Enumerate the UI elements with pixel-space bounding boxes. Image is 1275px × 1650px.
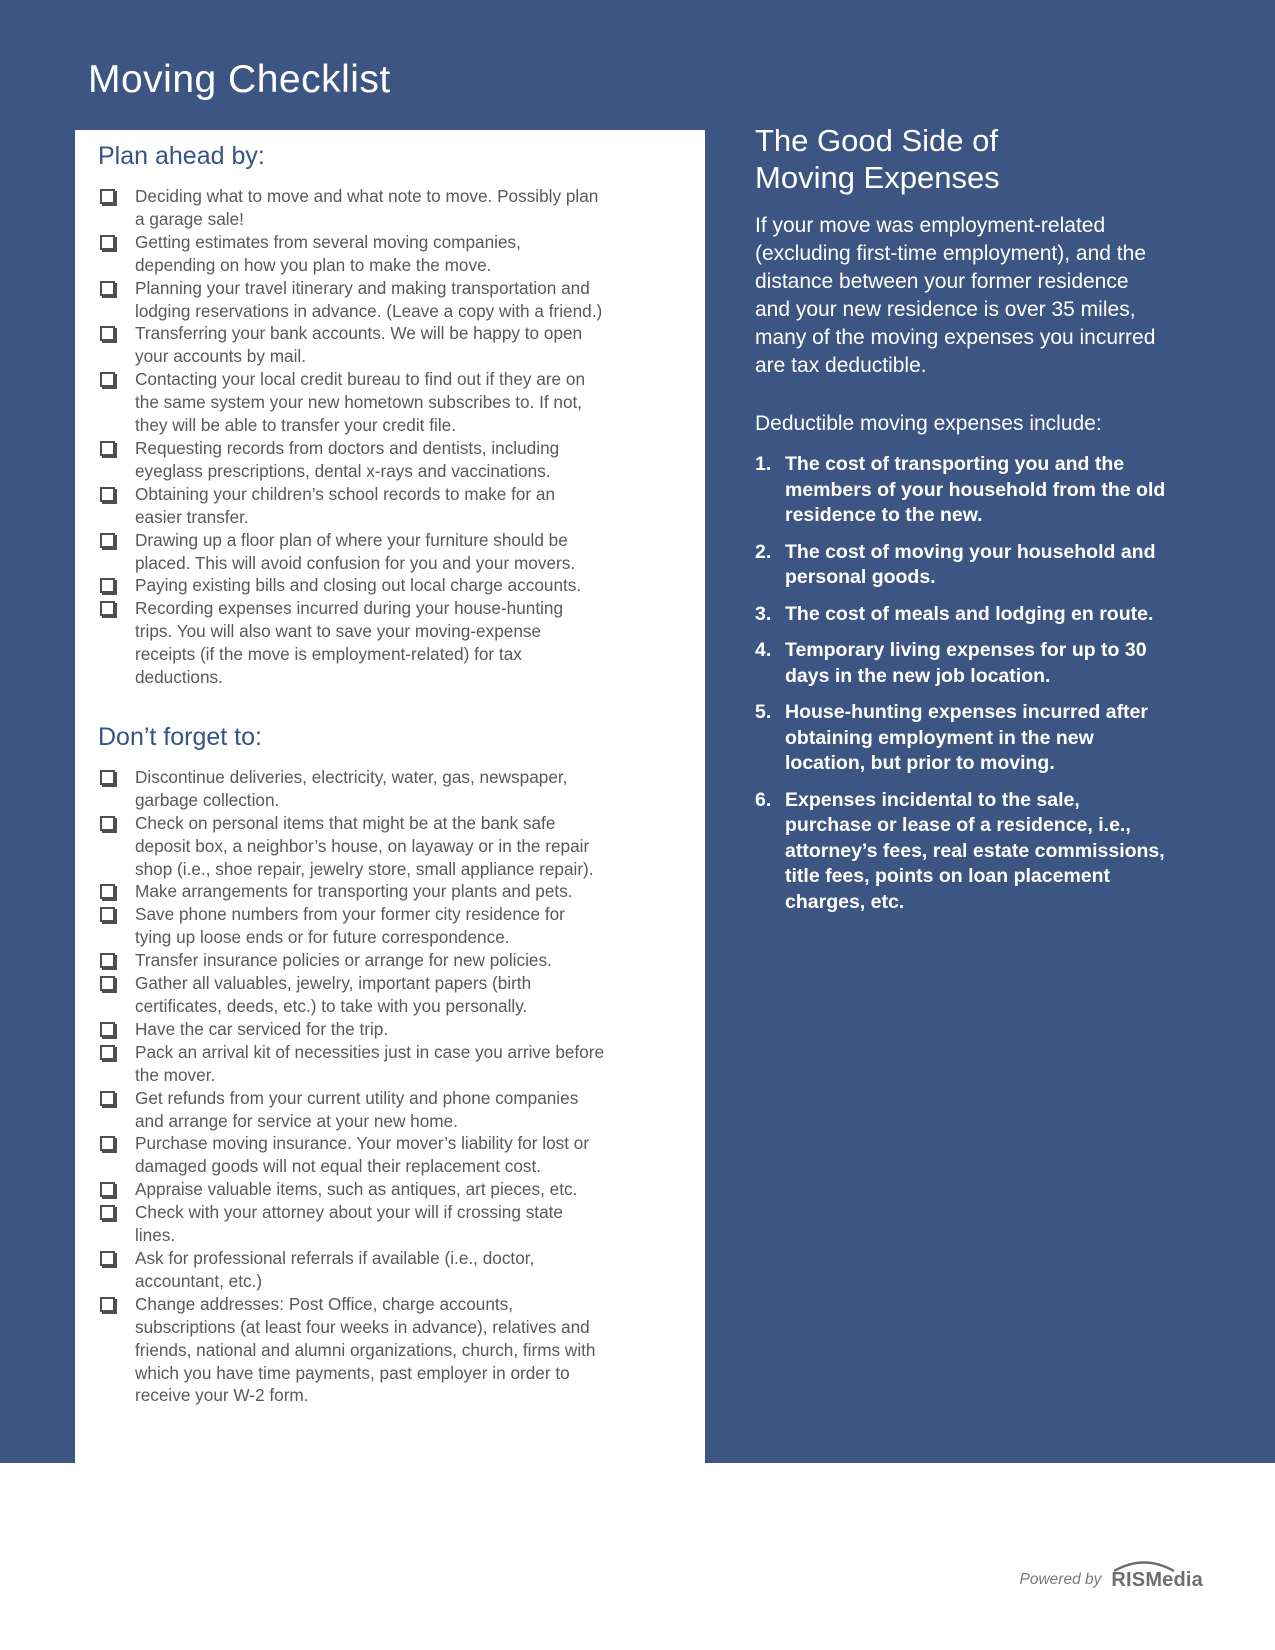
checklist-item-text: Recording expenses incurred during your house-hunting trips. You will also want to save your moving-expense receipts (if the move is employment-related) for tax deductions.: [135, 598, 564, 688]
checkbox-icon: [100, 1182, 115, 1197]
deductible-item: [755, 700, 1167, 777]
checklist-item-text: Getting estimates from several moving companies, depending on how you plan to make the move.: [135, 231, 521, 275]
checkbox-icon: [100, 1136, 115, 1151]
sidebar-intro: If your move was employment-related (excluding first-time employment), and the distance between your former residence and your new residence is over 35 miles, many of the moving expenses you incurred are tax deductible.: [755, 214, 1156, 377]
item-number: 2.: [755, 540, 772, 563]
checklist-item-text: Make arrangements for transporting your plants and pets.: [135, 881, 573, 902]
checklist-item: [98, 880, 685, 903]
checklist-item: [98, 1087, 685, 1133]
checklist-item-text: Purchase moving insurance. Your mover’s liability for lost or damaged goods will not equal their replacement cost.: [135, 1133, 590, 1177]
checkbox-icon: [100, 578, 115, 593]
checklist-item-text: Check on personal items that might be at the bank safe deposit box, a neighbor’s house, on layaway or in the repair shop (i.e., shoe repair, jewelry store, small appliance repair).: [135, 812, 594, 879]
checklist-item: [98, 1178, 685, 1201]
checklist-item: [98, 231, 685, 277]
checklist-item: [98, 1018, 685, 1041]
checklist-item-text: Obtaining your children’s school records to make for an easier transfer.: [135, 483, 556, 527]
deductible-item: [755, 452, 1167, 529]
deductible-list: [755, 452, 1175, 915]
checkbox-icon: [100, 281, 115, 296]
checklist-item: [98, 437, 685, 483]
checklist-item-text: Deciding what to move and what note to move. Possibly plan a garage sale!: [135, 186, 599, 229]
checkbox-icon: [100, 1022, 115, 1037]
checklist-item: [98, 812, 685, 881]
checklist-item: [98, 529, 685, 575]
rismedia-wordmark: RISMedia: [1111, 1569, 1203, 1591]
checkbox-icon: [100, 533, 115, 548]
checkbox-icon: [100, 372, 115, 387]
checklist-item-text: Transferring your bank accounts. We will be happy to open your accounts by mail.: [135, 323, 583, 367]
checklist-item: [98, 368, 685, 437]
item-number: 3.: [755, 602, 772, 625]
checklist-item-text: Contacting your local credit bureau to find out if they are on the same system your new hometown subscribes to. If not, they will be able to transfer your credit file.: [135, 369, 586, 436]
page-title: Moving Checklist: [88, 58, 391, 101]
checklist-item-text: Appraise valuable items, such as antiques, art pieces, etc.: [135, 1179, 578, 1200]
checklist-item: [98, 972, 685, 1018]
checkbox-icon: [100, 1091, 115, 1106]
checkbox-icon: [100, 326, 115, 341]
checkbox-icon: [100, 1045, 115, 1060]
checklist-item: [98, 597, 685, 689]
checklist-item-text: Get refunds from your current utility and phone companies and arrange for service at your new home.: [135, 1087, 579, 1131]
sidebar-panel: [755, 122, 1175, 939]
checkbox-icon: [100, 441, 115, 456]
item-number: 5.: [755, 701, 772, 723]
checkbox-icon: [100, 884, 115, 899]
footer: [1020, 1552, 1203, 1592]
plan-ahead-list: [98, 185, 685, 689]
checklist-item: [98, 766, 685, 812]
checkbox-icon: [100, 816, 115, 831]
checkbox-icon: [100, 976, 115, 991]
checklist-item: [98, 483, 685, 529]
checklist-item: [98, 1201, 685, 1247]
checklist-item-text: Drawing up a floor plan of where your furniture should be placed. This will avoid confusion for you and your movers.: [135, 529, 576, 573]
checklist-item-text: Check with your attorney about your will if crossing state lines.: [135, 1202, 563, 1246]
checklist-item-text: Change addresses: Post Office, charge accounts, subscriptions (at least four weeks in advance), relatives and friends, national and alumni organizations, church, firms with which you have time payments, past employer in order to receive your W-2 form.: [135, 1293, 596, 1406]
deductible-item-text: The cost of transporting you and the members of your household from the old residence to the new.: [785, 453, 1166, 526]
checkbox-icon: [100, 907, 115, 922]
checkbox-icon: [100, 601, 115, 616]
checklist-item-text: Ask for professional referrals if available (i.e., doctor, accountant, etc.): [135, 1247, 535, 1291]
checklist-item: [98, 903, 685, 949]
checkbox-icon: [100, 1205, 115, 1220]
checklist-panel: [75, 130, 705, 1608]
checkbox-icon: [100, 189, 115, 204]
item-number: 4.: [755, 639, 772, 661]
item-number: 1.: [755, 453, 772, 475]
checklist-item-text: Gather all valuables, jewelry, important papers (birth certificates, deeds, etc.) to take with you personally.: [135, 973, 532, 1016]
checkbox-icon: [100, 1297, 115, 1312]
deductible-heading: Deductible moving expenses include:: [755, 412, 1102, 435]
deductible-item: [755, 788, 1167, 916]
checklist-item: [98, 1247, 685, 1293]
checklist-item-text: Planning your travel itinerary and making transportation and lodging reservations in advance. (Leave a copy with a friend.): [135, 277, 603, 321]
checklist-item: [98, 1293, 685, 1408]
section-heading-dont-forget: Don’t forget to:: [98, 722, 262, 751]
checklist-item-text: Transfer insurance policies or arrange for new policies.: [135, 950, 552, 971]
checklist-item-text: Have the car serviced for the trip.: [135, 1018, 389, 1039]
checklist-item: [98, 1041, 685, 1087]
checklist-item-text: Discontinue deliveries, electricity, water, gas, newspaper, garbage collection.: [135, 766, 568, 810]
powered-by-label: Powered by: [1019, 1571, 1102, 1588]
deductible-item-text: Expenses incidental to the sale, purchase or lease of a residence, i.e., attorney’s fees, real estate commissions, title fees, points on loan placement charges, etc.: [785, 788, 1165, 913]
deductible-item-text: House-hunting expenses incurred after obtaining employment in the new location, but prior to moving.: [785, 701, 1148, 774]
checklist-item-text: Save phone numbers from your former city residence for tying up loose ends or for future correspondence.: [135, 904, 565, 948]
checkbox-icon: [100, 235, 115, 250]
checkbox-icon: [100, 770, 115, 785]
checklist-item: [98, 322, 685, 368]
checklist-item-text: Requesting records from doctors and dentists, including eyeglass prescriptions, dental x-rays and vaccinations.: [135, 437, 560, 481]
checklist-item-text: Pack an arrival kit of necessities just in case you arrive before the mover.: [135, 1041, 605, 1085]
logo-arc-icon: [1112, 1560, 1176, 1572]
deductible-item: [755, 602, 1167, 628]
section-heading-plan-ahead: Plan ahead by:: [98, 142, 265, 170]
item-number: 6.: [755, 788, 772, 811]
sidebar-title: The Good Side of Moving Expenses: [755, 123, 1000, 195]
checklist-item: [98, 574, 685, 597]
deductible-item: [755, 638, 1167, 689]
checkbox-icon: [100, 487, 115, 502]
checklist-item: [98, 185, 685, 231]
checklist-item: [98, 277, 685, 323]
checklist-item: [98, 1132, 685, 1178]
rismedia-logo: [1111, 1560, 1203, 1592]
checklist-item: [98, 949, 685, 972]
deductible-item-text: The cost of moving your household and personal goods.: [785, 540, 1156, 588]
dont-forget-list: [98, 766, 685, 1407]
checkbox-icon: [100, 1251, 115, 1266]
deductible-item-text: Temporary living expenses for up to 30 days in the new job location.: [785, 639, 1147, 687]
deductible-item: [755, 540, 1167, 591]
checklist-item-text: Paying existing bills and closing out local charge accounts.: [135, 575, 582, 596]
deductible-item-text: The cost of meals and lodging en route.: [785, 602, 1154, 625]
checkbox-icon: [100, 953, 115, 968]
